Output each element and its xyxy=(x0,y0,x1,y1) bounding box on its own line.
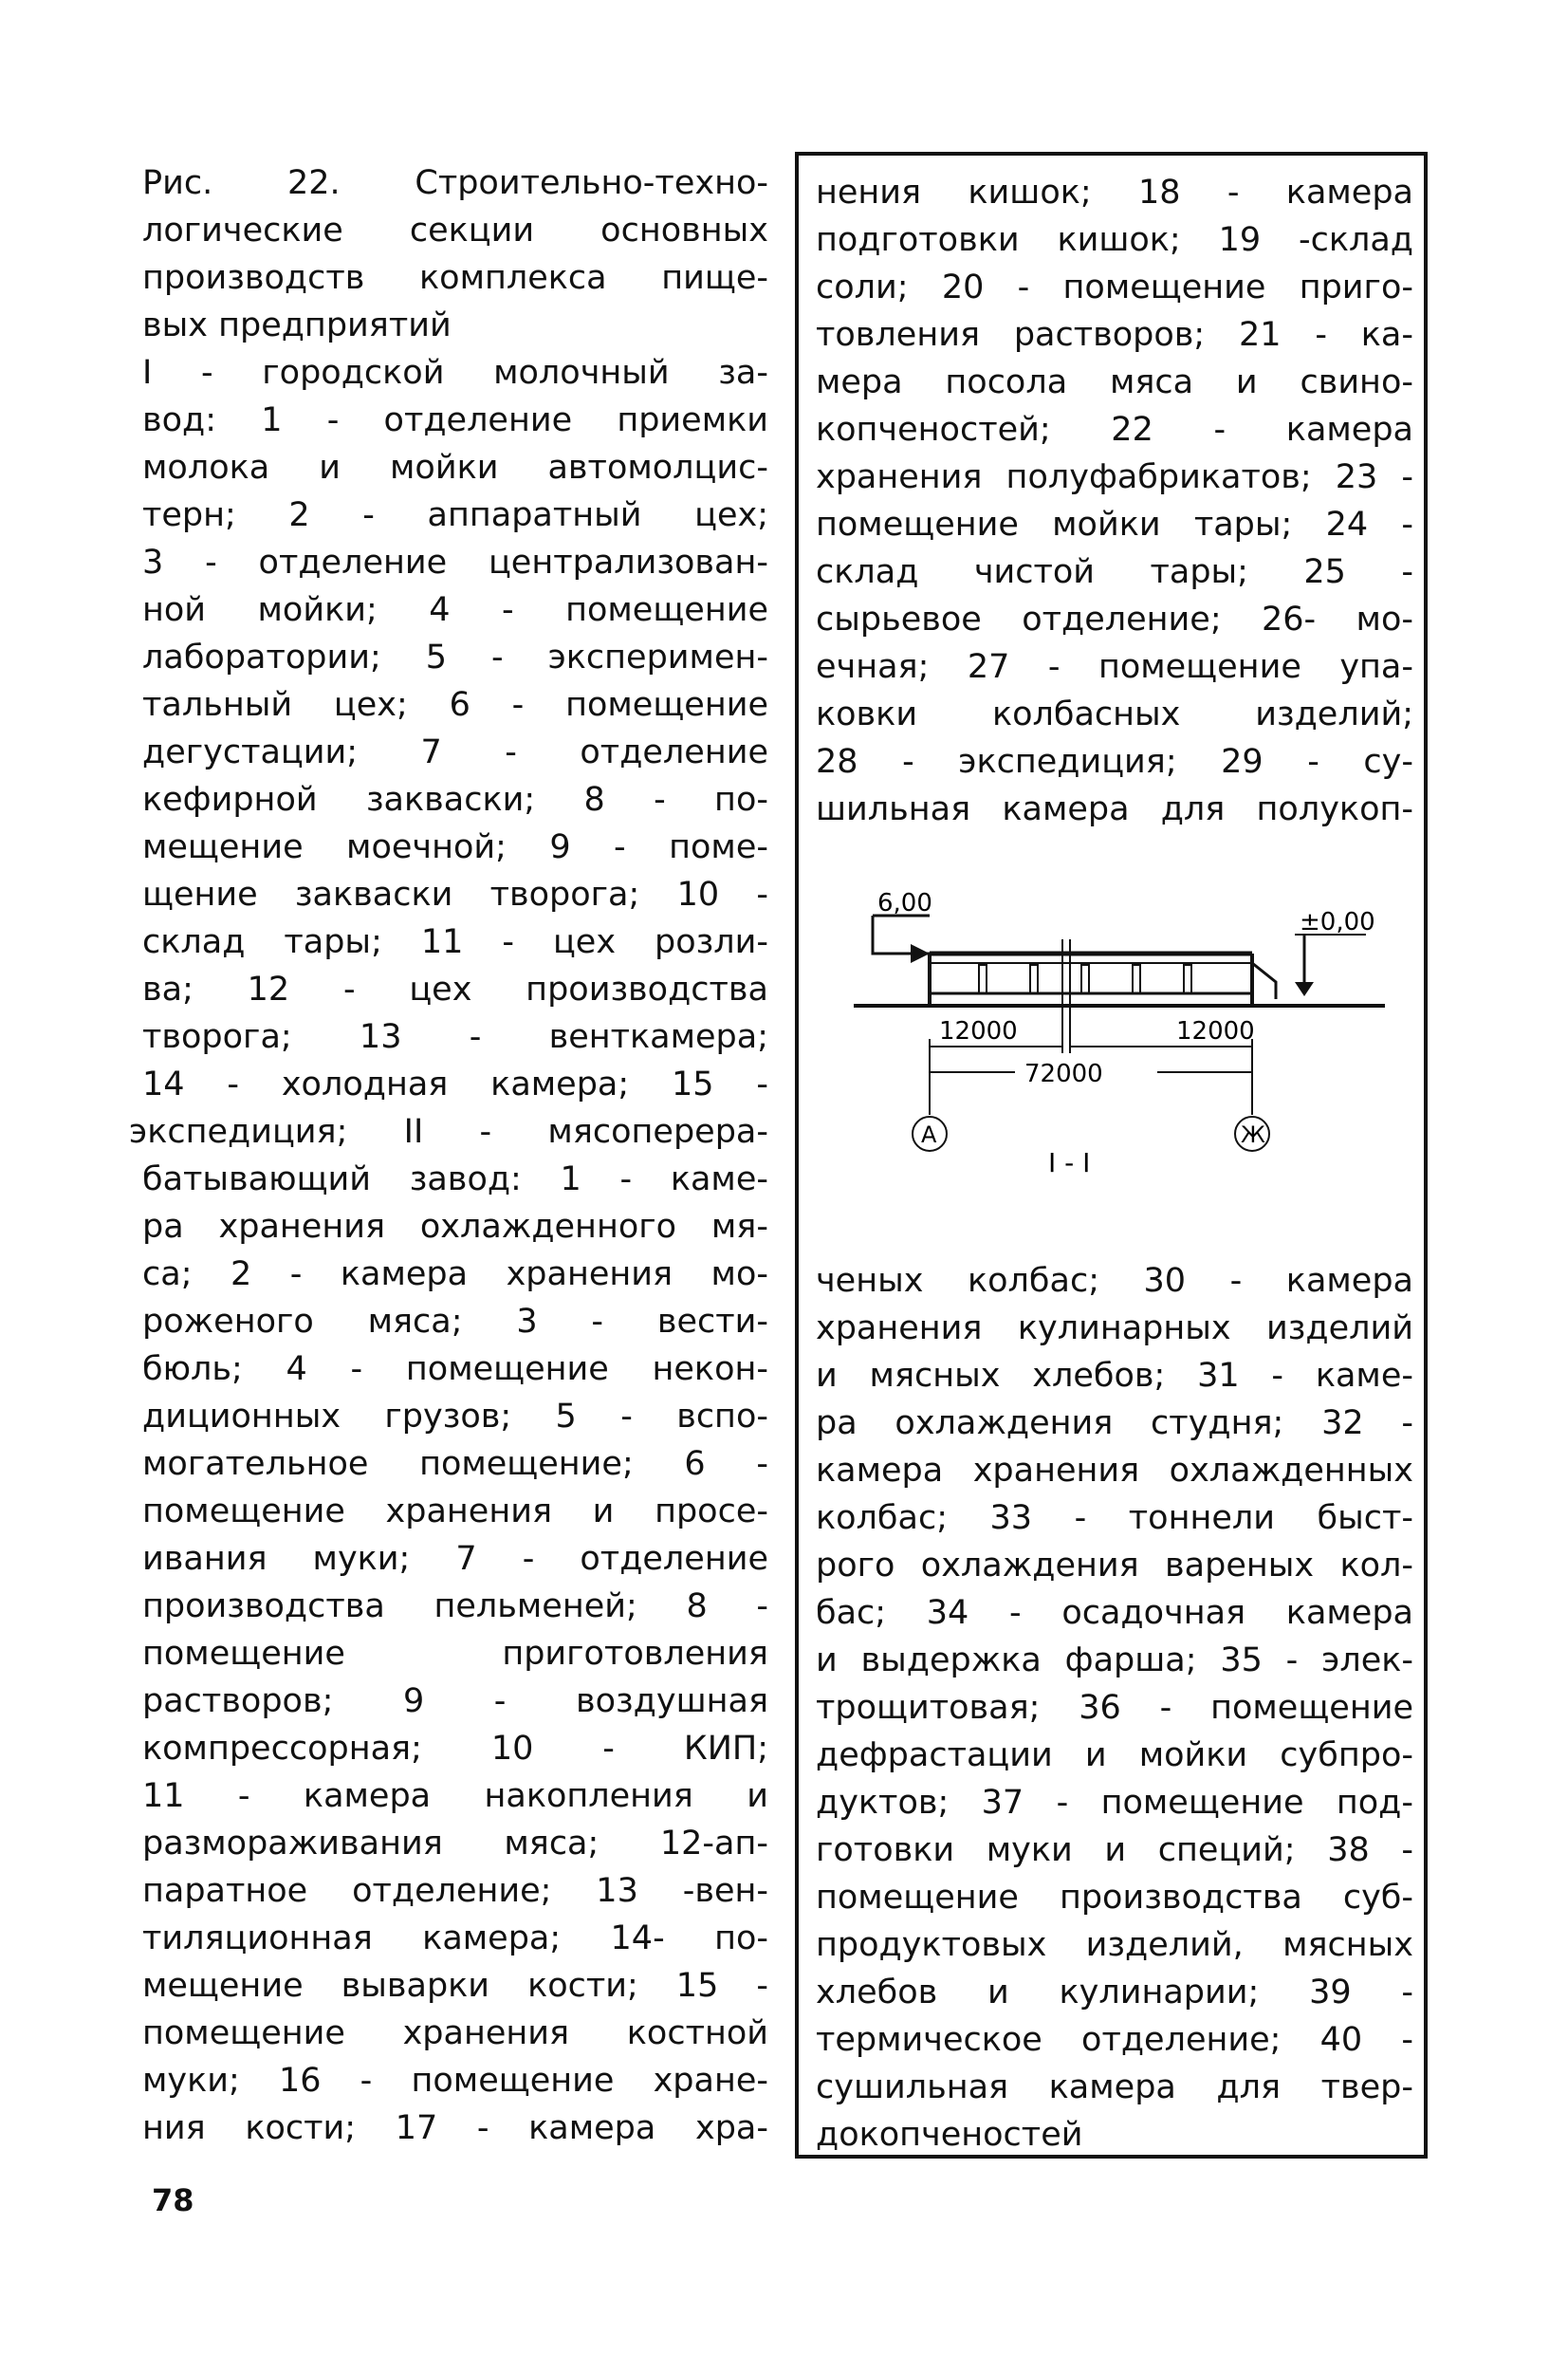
column-3 xyxy=(1081,965,1089,993)
text-line: творога; 13 - венткамера; xyxy=(142,1018,768,1056)
text-line: копченостей; 22 - камера xyxy=(816,411,1413,449)
text-line: бюль; 4 - помещение некон- xyxy=(142,1350,768,1388)
text-line: рого охлаждения вареных кол- xyxy=(816,1547,1413,1585)
text-line: сушильная камера для твер- xyxy=(816,2068,1413,2106)
text-line: муки; 16 - помещение хране- xyxy=(142,2062,768,2100)
text-line: склад тары; 11 - цех розли- xyxy=(142,923,768,961)
text-line: производства пельменей; 8 - xyxy=(142,1587,768,1625)
text-line: кефирной закваски; 8 - по- xyxy=(142,781,768,819)
text-line: помещение мойки тары; 24 - xyxy=(816,506,1413,544)
text-line: ечная; 27 - помещение упа- xyxy=(816,648,1413,686)
text-line: помещение приготовления xyxy=(142,1635,768,1673)
axis-right-label: Ж xyxy=(1241,1121,1265,1148)
text-line: ченых колбас; 30 - камера xyxy=(816,1262,1413,1300)
text-line: терн; 2 - аппаратный цех; xyxy=(142,496,768,534)
text-line: хранения полуфабрикатов; 23 - xyxy=(816,458,1413,496)
text-line: вых предприятий xyxy=(142,306,452,344)
text-line: термическое отделение; 40 - xyxy=(816,2021,1413,2059)
level-top-label: 6,00 xyxy=(877,889,932,918)
text-line: камера хранения охлажденных xyxy=(816,1452,1413,1490)
left-text-column xyxy=(129,159,768,2152)
level-ground-arrow xyxy=(1295,982,1314,996)
text-line: сырьевое отделение; 26- мо- xyxy=(816,601,1413,639)
text-line: паратное отделение; 13 -вен- xyxy=(142,1872,768,1910)
level-top-arrow xyxy=(911,944,930,963)
text-line: роженого мяса; 3 - вести- xyxy=(142,1303,768,1341)
text-line: лаборатории; 5 - эксперимен- xyxy=(142,639,768,677)
right-text-column-top xyxy=(816,169,1413,833)
text-line: ной мойки; 4 - помещение xyxy=(142,591,768,629)
text-line: 14 - холодная камера; 15 - xyxy=(142,1066,768,1103)
text-line: логические секции основных xyxy=(142,212,768,250)
level-top-marker xyxy=(873,916,930,954)
text-line: дегустации; 7 - отделение xyxy=(142,733,768,771)
section-drawing xyxy=(854,887,1385,1200)
span-total-label: 72000 xyxy=(1024,1060,1103,1088)
text-line: ва; 12 - цех производства xyxy=(142,971,768,1009)
text-line: щение закваски творога; 10 - xyxy=(142,876,768,914)
text-line: ра хранения охлажденного мя- xyxy=(142,1208,768,1246)
span-right-label: 12000 xyxy=(1176,1017,1255,1046)
text-line: I - городской молочный за- xyxy=(142,354,768,392)
text-line: ивания муки; 7 - отделение xyxy=(142,1540,768,1578)
axis-left-label: А xyxy=(921,1121,937,1148)
text-line: тиляционная камера; 14- по- xyxy=(142,1919,768,1957)
text-line: экспедиция; II - мясоперера- xyxy=(129,1113,768,1151)
text-line: хранения кулинарных изделий xyxy=(816,1309,1413,1347)
column-1 xyxy=(979,965,987,993)
span-left-label: 12000 xyxy=(939,1017,1018,1046)
text-line: соли; 20 - помещение приго- xyxy=(816,269,1413,306)
text-line: шильная камера для полукоп- xyxy=(816,790,1413,828)
text-line: са; 2 - камера хранения мо- xyxy=(142,1255,768,1293)
text-line: хлебов и кулинарии; 39 - xyxy=(816,1974,1413,2011)
section-drawing-svg xyxy=(854,887,1385,1200)
text-line: подготовки кишок; 19 -склад xyxy=(816,221,1413,259)
text-line: докопченостей xyxy=(816,2116,1083,2154)
page-number: 78 xyxy=(152,2182,194,2218)
text-line: растворов; 9 - воздушная xyxy=(142,1682,768,1720)
text-line: помещение хранения костной xyxy=(142,2014,768,2052)
text-line: нения кишок; 18 - камера xyxy=(816,174,1413,212)
text-line: товления растворов; 21 - ка- xyxy=(816,316,1413,354)
text-line: колбас; 33 - тоннели быст- xyxy=(816,1499,1413,1537)
text-line: ра охлаждения студня; 32 - xyxy=(816,1404,1413,1442)
text-line: диционных грузов; 5 - вспо- xyxy=(142,1398,768,1436)
text-line: 11 - камера накопления и xyxy=(142,1777,768,1815)
text-line: бас; 34 - осадочная камера xyxy=(816,1594,1413,1632)
column-5 xyxy=(1184,965,1191,993)
text-line: мещение выварки кости; 15 - xyxy=(142,1967,768,2005)
text-line: помещение производства суб- xyxy=(816,1879,1413,1917)
text-line: и мясных хлебов; 31 - каме- xyxy=(816,1357,1413,1395)
text-line: ковки колбасных изделий; xyxy=(816,695,1413,733)
text-line: производств комплекса пище- xyxy=(142,259,768,297)
text-line: компрессорная; 10 - КИП; xyxy=(142,1730,768,1768)
text-line: продуктовых изделий, мясных xyxy=(816,1926,1413,1964)
text-line: тальный цех; 6 - помещение xyxy=(142,686,768,724)
level-ground-label: ±0,00 xyxy=(1300,908,1375,936)
text-line: готовки муки и специй; 38 - xyxy=(816,1831,1413,1869)
text-line: Рис. 22. Строительно-техно- xyxy=(142,164,768,202)
text-line: дефрастации и мойки субпро- xyxy=(816,1736,1413,1774)
canopy xyxy=(1252,963,1276,999)
text-line: мера посола мяса и свино- xyxy=(816,363,1413,401)
text-line: 3 - отделение централизован- xyxy=(142,544,768,582)
text-line: дуктов; 37 - помещение под- xyxy=(816,1784,1413,1822)
text-line: мещение моечной; 9 - поме- xyxy=(142,828,768,866)
text-line: помещение хранения и просе- xyxy=(142,1492,768,1530)
text-line: трощитовая; 36 - помещение xyxy=(816,1689,1413,1727)
column-4 xyxy=(1133,965,1140,993)
text-line: молока и мойки автомолцис- xyxy=(142,449,768,487)
text-line: батывающий завод: 1 - каме- xyxy=(142,1160,768,1198)
text-line: 28 - экспедиция; 29 - су- xyxy=(816,743,1413,781)
text-line: склад чистой тары; 25 - xyxy=(816,553,1413,591)
text-line: размораживания мяса; 12-ап- xyxy=(142,1825,768,1863)
section-label: I - I xyxy=(1048,1147,1091,1178)
text-line: и выдержка фарша; 35 - элек- xyxy=(816,1641,1413,1679)
text-line: вод: 1 - отделение приемки xyxy=(142,401,768,439)
right-text-column-bottom xyxy=(816,1257,1413,2159)
column-2 xyxy=(1030,965,1038,993)
text-line: ния кости; 17 - камера хра- xyxy=(142,2109,768,2147)
text-line: могательное помещение; 6 - xyxy=(142,1445,768,1483)
